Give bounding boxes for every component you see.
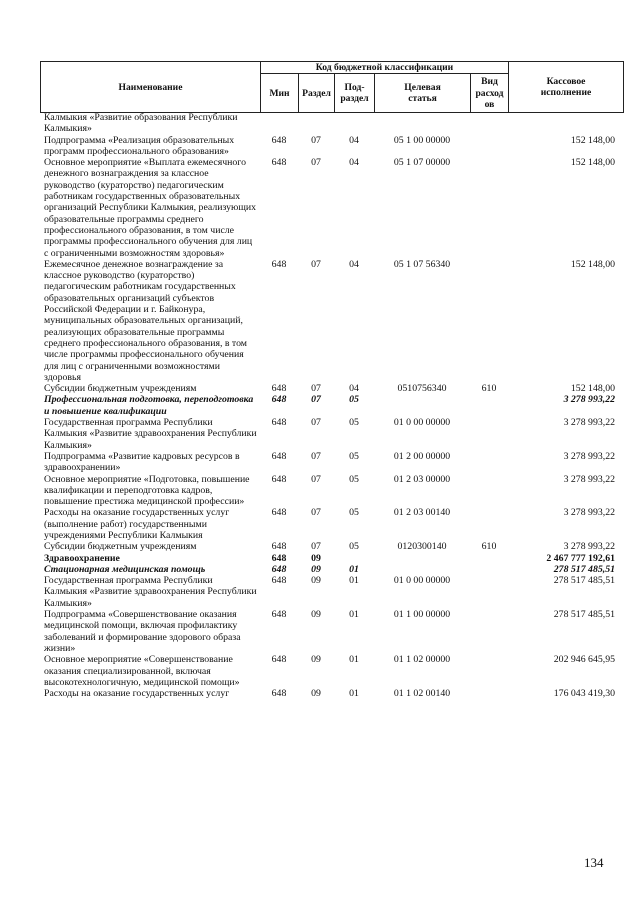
row-cash-execution: 202 946 645,95	[553, 654, 615, 666]
table-row	[40, 394, 623, 417]
header-razdel: Раздел	[299, 74, 335, 113]
row-target-article: 01 0 00 00000	[393, 575, 451, 587]
row-target-article: 0120300140	[397, 541, 447, 553]
row-min: 648	[271, 609, 287, 621]
row-cash-execution: 152 148,00	[570, 157, 615, 169]
row-min: 648	[271, 417, 287, 429]
row-cash-execution	[508, 112, 623, 135]
row-name: Подпрограмма «Совершенствование оказания медицинской помощи, включая профилактику заболеваний и формирование здорового образа жизни»	[44, 609, 241, 654]
row-razdel: 07	[311, 507, 321, 519]
row-razdel: 07	[311, 450, 321, 462]
row-expense-type	[470, 654, 508, 688]
header-expense-type: Вид расход ов	[471, 74, 509, 113]
table-row	[40, 112, 623, 135]
row-razdel: 09	[311, 609, 321, 621]
row-min: 648	[271, 688, 287, 700]
row-expense-type	[470, 417, 508, 451]
row-name: Ежемесячное денежное вознаграждение за классное руководство (кураторство) педагогическим работникам государственных образовательных организаций субъектов Российской Федерации и г. Байконура, муниципальных образовательных организаций, реализующих образовательные программы среднего профессионального образования, в том числе программы профессионального обучения для лиц с ограниченными возможностями здоровья	[44, 258, 247, 383]
header-budget-code-group: Код бюджетной классификации	[261, 62, 509, 74]
row-name: Основное мероприятие «Совершенствование оказания специализированной, включая высокотехнологичную, медицинской помощи»	[44, 654, 240, 688]
table-row	[40, 609, 623, 654]
row-podrazdel: 04	[349, 258, 359, 270]
row-min: 648	[271, 134, 287, 146]
table-row	[40, 564, 623, 575]
row-expense-type	[470, 553, 508, 564]
row-cash-execution: 3 278 993,22	[563, 541, 615, 553]
row-name: Субсидии бюджетным учреждениям	[44, 541, 197, 553]
row-name: Расходы на оказание государственных услуг (выполнение работ) государственными учреждениями Республики Калмыкия	[44, 507, 230, 541]
row-min: 648	[271, 157, 287, 169]
row-expense-type	[470, 259, 508, 383]
header-name: Наименование	[41, 62, 261, 113]
row-razdel: 07	[311, 157, 321, 169]
row-podrazdel: 05	[349, 541, 359, 553]
row-podrazdel: 01	[349, 688, 359, 700]
row-podrazdel: 05	[349, 450, 359, 462]
table-row	[40, 688, 623, 699]
row-target-article: 01 1 00 00000	[393, 609, 451, 621]
row-target-article: 05 1 07 00000	[393, 157, 451, 169]
row-cash-execution: 278 517 485,51	[553, 563, 615, 575]
row-podrazdel: 01	[349, 654, 359, 666]
row-expense-type	[470, 394, 508, 417]
row-expense-type	[470, 451, 508, 474]
header-cash-execution: Кассовое исполнение	[509, 62, 624, 113]
row-podrazdel: 04	[349, 157, 359, 169]
row-podrazdel: 05	[349, 394, 359, 406]
row-razdel: 07	[311, 417, 321, 429]
table-row	[40, 474, 623, 508]
row-expense-type	[470, 575, 508, 609]
row-podrazdel: 04	[349, 134, 359, 146]
row-target-article	[374, 394, 470, 417]
row-target-article: 05 1 00 00000	[393, 134, 451, 146]
row-name: Стационарная медицинская помощь	[44, 563, 206, 575]
row-name: Здравоохранение	[44, 552, 120, 564]
row-razdel: 07	[311, 394, 321, 406]
row-target-article: 01 1 02 00000	[393, 654, 451, 666]
row-min	[260, 112, 298, 135]
row-razdel: 09	[311, 563, 321, 575]
table-row	[40, 157, 623, 259]
row-razdel: 09	[311, 688, 321, 700]
row-name: Подпрограмма «Развитие кадровых ресурсов в здравоохранении»	[44, 450, 240, 474]
row-podrazdel: 01	[349, 575, 359, 587]
row-cash-execution: 2 467 777 192,61	[546, 552, 615, 564]
row-razdel: 07	[311, 258, 321, 270]
row-expense-type: 610	[481, 383, 497, 395]
row-min: 648	[271, 563, 287, 575]
row-cash-execution: 152 148,00	[570, 383, 615, 395]
row-cash-execution: 3 278 993,22	[563, 473, 615, 485]
row-razdel: 09	[311, 575, 321, 587]
row-razdel: 07	[311, 541, 321, 553]
row-target-article: 01 0 00 00000	[393, 417, 451, 429]
row-expense-type	[470, 564, 508, 575]
row-cash-execution: 152 148,00	[570, 134, 615, 146]
row-name: Расходы на оказание государственных услуг	[44, 688, 230, 700]
row-cash-execution: 278 517 485,51	[553, 575, 615, 587]
row-target-article: 01 1 02 00140	[393, 688, 451, 700]
row-target-article	[374, 553, 470, 564]
table-row	[40, 451, 623, 474]
budget-table	[40, 112, 623, 699]
row-razdel	[298, 112, 334, 135]
row-expense-type: 610	[481, 541, 497, 553]
row-razdel: 09	[311, 552, 321, 564]
row-target-article: 05 1 07 56340	[393, 258, 451, 270]
row-name: Основное мероприятие «Выплата ежемесячного денежного вознаграждения за классное руководство (кураторство) педагогическим работникам государственных образовательных организаций Республики Калмыкия, реализующих образовательные программы среднего профессионального образования, в том числе программы профессионального обучения для лиц с ограниченными возможностям здоровья»	[44, 157, 257, 259]
row-target-article: 0510756340	[397, 383, 447, 395]
row-razdel: 07	[311, 383, 321, 395]
row-podrazdel: 01	[349, 609, 359, 621]
row-name: Субсидии бюджетным учреждениям	[44, 383, 197, 395]
header-target-article: Целевая статья	[375, 74, 471, 113]
table-row	[40, 259, 623, 383]
row-podrazdel: 05	[349, 507, 359, 519]
row-cash-execution: 176 043 419,30	[553, 688, 615, 700]
row-cash-execution: 3 278 993,22	[563, 417, 615, 429]
row-podrazdel: 05	[349, 417, 359, 429]
table-row	[40, 575, 623, 609]
row-podrazdel: 05	[349, 473, 359, 485]
header-min: Мин	[261, 74, 299, 113]
row-expense-type	[470, 507, 508, 541]
row-target-article: 01 2 03 00140	[393, 507, 451, 519]
table-row	[40, 541, 623, 552]
row-razdel: 07	[311, 134, 321, 146]
row-cash-execution: 3 278 993,22	[563, 450, 615, 462]
row-min: 648	[271, 654, 287, 666]
row-name: Калмыкия «Развитие образования Республики Калмыкия»	[44, 112, 238, 135]
table-row	[40, 507, 623, 541]
row-min: 648	[271, 383, 287, 395]
table-row	[40, 417, 623, 451]
row-min: 648	[271, 473, 287, 485]
row-razdel: 07	[311, 473, 321, 485]
row-expense-type	[470, 474, 508, 508]
row-target-article	[374, 564, 470, 575]
row-name: Государственная программа Республики Калмыкия «Развитие здравоохранения Республики Калмыкия»	[44, 575, 257, 609]
row-cash-execution: 278 517 485,51	[553, 609, 615, 621]
table-header	[40, 61, 624, 113]
row-min: 648	[271, 541, 287, 553]
table-row	[40, 135, 623, 158]
row-expense-type	[470, 135, 508, 158]
row-podrazdel: 01	[349, 563, 359, 575]
table-row	[40, 383, 623, 394]
row-min: 648	[271, 450, 287, 462]
row-expense-type	[470, 112, 508, 135]
row-name: Профессиональная подготовка, переподготовка и повышение квалификации	[44, 394, 254, 417]
row-podrazdel	[334, 553, 374, 564]
page-number: 134	[584, 855, 604, 870]
row-cash-execution: 3 278 993,22	[563, 394, 615, 406]
row-target-article: 01 2 03 00000	[393, 473, 451, 485]
row-min: 648	[271, 575, 287, 587]
row-cash-execution: 152 148,00	[570, 258, 615, 270]
table-row	[40, 654, 623, 688]
row-expense-type	[470, 157, 508, 259]
row-podrazdel	[334, 112, 374, 135]
row-name: Основное мероприятие «Подготовка, повышение квалификации и переподготовка кадров, повышение престижа медицинской профессии»	[44, 473, 250, 508]
row-min: 648	[271, 507, 287, 519]
row-razdel: 09	[311, 654, 321, 666]
row-name: Государственная программа Республики Калмыкия «Развитие здравоохранения Республики Калмыкия»	[44, 417, 257, 451]
row-expense-type	[470, 609, 508, 654]
row-min: 648	[271, 394, 287, 406]
header-podrazdel: Под- раздел	[335, 74, 375, 113]
row-target-article	[374, 112, 470, 135]
table-row	[40, 553, 623, 564]
row-min: 648	[271, 258, 287, 270]
row-expense-type	[470, 688, 508, 699]
row-min: 648	[271, 552, 287, 564]
row-podrazdel: 04	[349, 383, 359, 395]
row-cash-execution: 3 278 993,22	[563, 507, 615, 519]
row-target-article: 01 2 00 00000	[393, 450, 451, 462]
row-name: Подпрограмма «Реализация образовательных программ профессионального образования»	[44, 134, 235, 157]
